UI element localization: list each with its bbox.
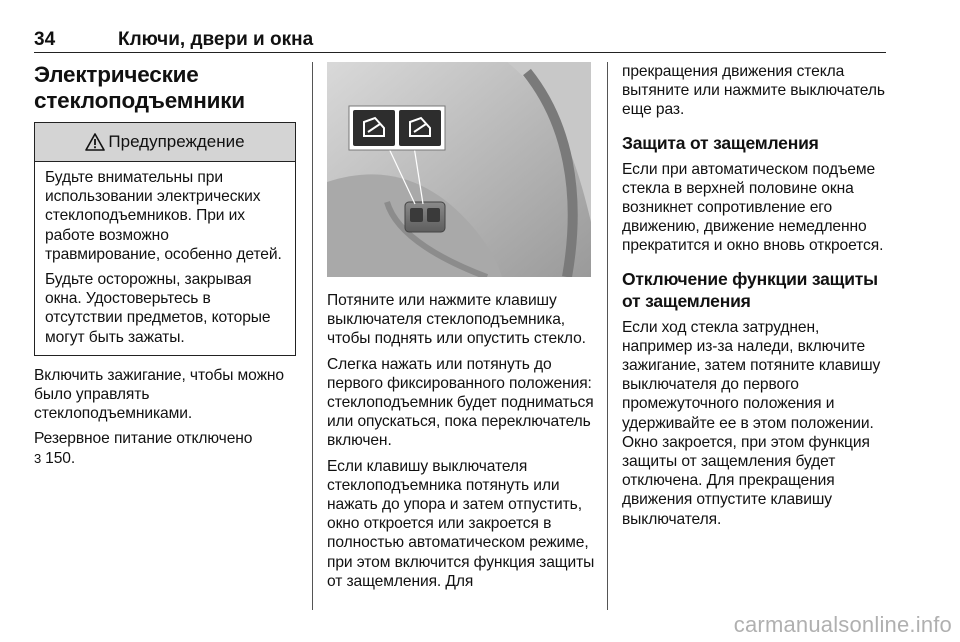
warning-paragraph: Будьте осторожны, закрывая окна. Удостоверьтесь в отсутствии предметов, которые могут быть зажаты.	[45, 271, 271, 346]
body-paragraph: Слегка нажать или потянуть до первого фиксированного положения: стеклоподъемник будет подниматься или опускаться, пока переключатель включен.	[327, 355, 594, 450]
subheading-anti-pinch: Защита от защемления	[622, 132, 819, 153]
body-paragraph	[34, 429, 298, 467]
body-paragraph: Включить зажигание, чтобы можно было управлять стеклоподъемниками.	[34, 366, 284, 423]
door-panel-illustration	[327, 62, 591, 277]
page-number: 34	[34, 29, 56, 50]
column-right	[622, 62, 892, 529]
body-paragraph: прекращения движения стекла вытяните или нажмите выключатель еще раз.	[622, 63, 885, 119]
body-paragraph: Если при автоматическом подъеме стекла в верхней половине окна возникнет сопротивление его движению, движение немедленно прекратится и окно вновь откроется.	[622, 160, 884, 255]
warning-title: Предупреждение	[108, 132, 245, 151]
warning-box	[34, 122, 296, 356]
body-paragraph: Если клавишу выключателя стеклоподъемника потянуть или нажать до упора и затем отпустить, окно откроется или закроется в полностью автоматическом режиме, при этом включится функция защиты от защемления. Для	[327, 457, 595, 590]
page-header	[34, 30, 886, 53]
warning-header	[35, 123, 295, 162]
warning-paragraph: Будьте внимательны при использовании электрических стеклоподъемников. При их работе возможно травмирование, особенно детей.	[45, 169, 282, 263]
section-title-line1: Электрические	[34, 62, 199, 87]
section-title-line2: стеклоподъемники	[34, 88, 245, 113]
reference-arrow-icon: 3	[34, 450, 42, 466]
column-middle	[327, 62, 595, 591]
column-left	[34, 62, 298, 468]
body-text: Резервное питание отключено	[34, 430, 253, 448]
warning-body	[35, 162, 295, 355]
window-switch-figure	[327, 62, 591, 277]
subheading-disable-anti-pinch: Отключение функции защиты от защемления	[622, 268, 878, 311]
page-reference-link[interactable]: 150.	[45, 449, 76, 467]
body-paragraph: Если ход стекла затруднен, например из-за наледи, включите зажигание, затем потяните клавишу выключателя до первого промежуточного положения и удерживайте ее в этом положении. Окно закроется, при этом функция защиты от защемления будет отключена. Для прекращения движения отпустите клавишу выключателя.	[622, 318, 881, 528]
section-title	[34, 62, 298, 114]
warning-triangle-icon	[85, 133, 105, 151]
watermark: carmanualsonline.info	[733, 612, 952, 637]
body-paragraph: Потяните или нажмите клавишу выключателя стеклоподъемника, чтобы поднять или опустить стекло.	[327, 292, 586, 348]
chapter-title: Ключи, двери и окна	[118, 29, 314, 50]
column-divider	[607, 62, 608, 610]
column-divider	[312, 62, 313, 610]
